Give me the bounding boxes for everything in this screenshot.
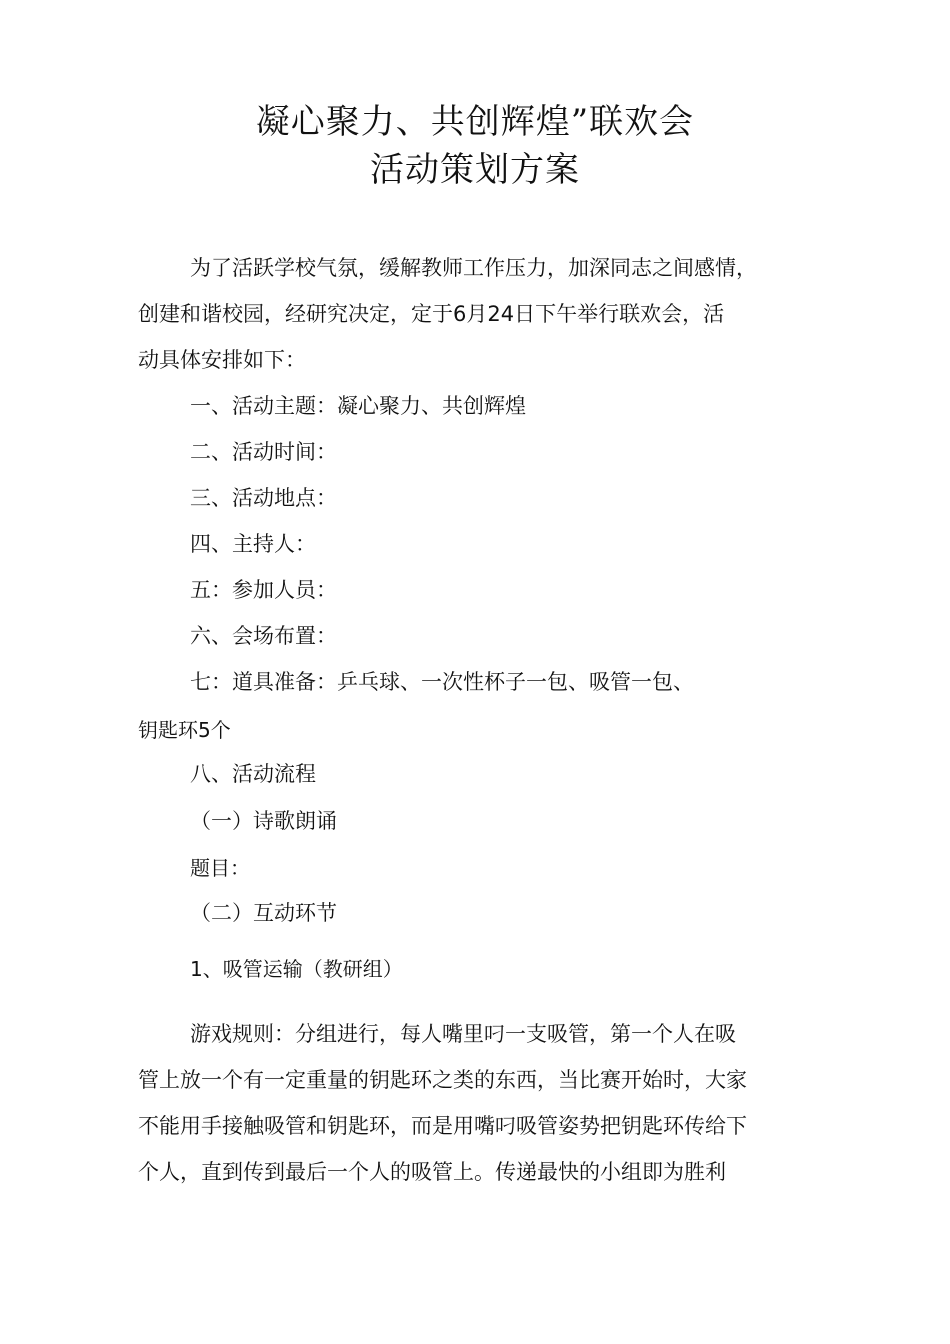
section-2-heading: （二）互动环节 xyxy=(190,901,337,925)
item-time: 二、活动时间： xyxy=(190,440,337,464)
rules-line-3: 不能用手接触吸管和钥匙环，而是用嘴叼吸管姿势把钥匙环传给下 xyxy=(138,1114,747,1138)
item-place: 三、活动地点： xyxy=(190,486,337,510)
item-host: 四、主持人： xyxy=(190,532,316,556)
rules-line-1: 游戏规则：分组进行，每人嘴里叼一支吸管，第一个人在吸 xyxy=(190,1022,736,1046)
intro-line-3: 动具体安排如下： xyxy=(138,348,306,372)
item-venue: 六、会场布置： xyxy=(190,624,337,648)
item-props-line-2: 钥匙环5个 xyxy=(138,718,231,742)
document-title-line-2: 活动策划方案 xyxy=(370,150,580,190)
document-title-line-1: 凝心聚力、共创辉煌”联欢会 xyxy=(255,102,695,142)
item-process: 八、活动流程 xyxy=(190,762,316,786)
intro-line-1: 为了活跃学校气氛，缓解教师工作压力，加深同志之间感情， xyxy=(190,256,757,280)
item-props-line-1: 七：道具准备：乒乓球、一次性杯子一包、吸管一包、 xyxy=(190,670,694,694)
item-participants: 五：参加人员： xyxy=(190,578,337,602)
rules-line-4: 个人，直到传到最后一个人的吸管上。传递最快的小组即为胜利 xyxy=(138,1160,726,1184)
item-theme: 一、活动主题：凝心聚力、共创辉煌 xyxy=(190,394,526,418)
section-1-heading: （一）诗歌朗诵 xyxy=(190,809,337,833)
intro-line-2: 创建和谐校园，经研究决定，定于6月24日下午举行联欢会，活 xyxy=(138,302,725,326)
rules-line-2: 管上放一个有一定重量的钥匙环之类的东西，当比赛开始时，大家 xyxy=(138,1068,747,1092)
game-1-title: 1、吸管运输（教研组） xyxy=(190,957,403,981)
section-1-topic: 题目： xyxy=(190,856,250,880)
